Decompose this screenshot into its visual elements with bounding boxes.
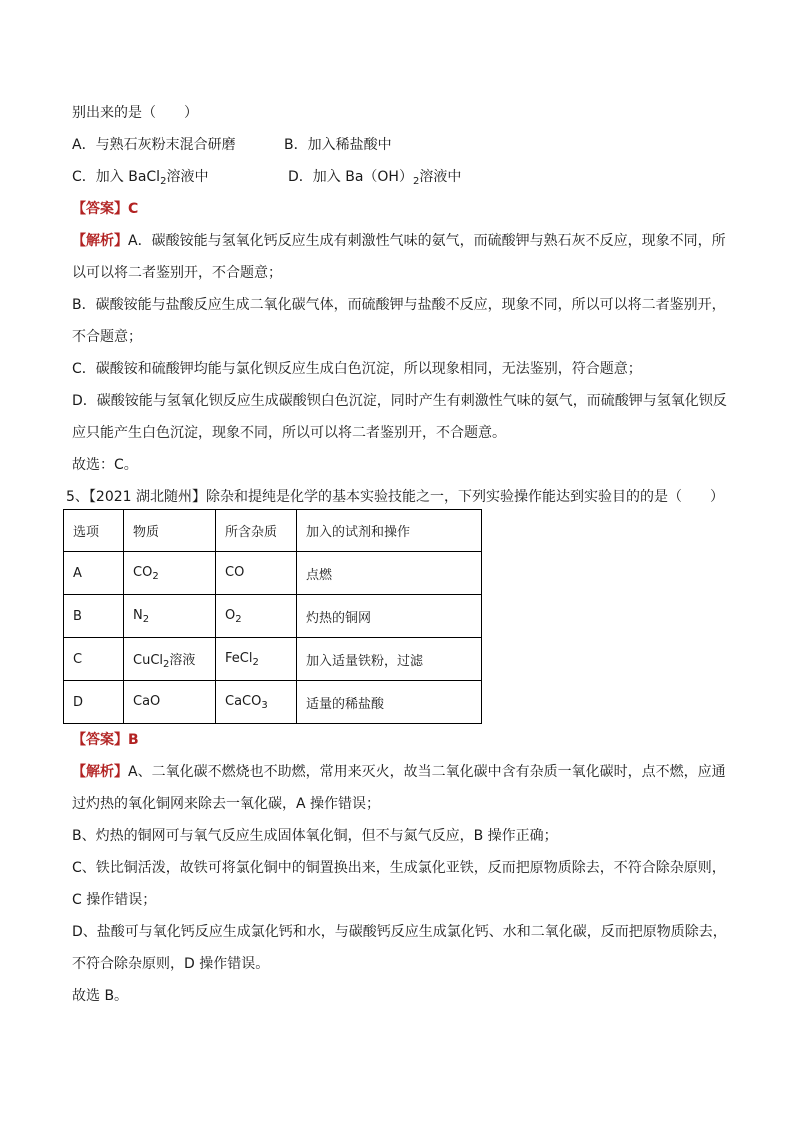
table-row bbox=[64, 552, 482, 595]
q4-option-c-suffix: 溶液中 bbox=[166, 169, 209, 185]
q5-stem bbox=[66, 489, 724, 505]
subscript: 2 bbox=[163, 658, 170, 670]
answer-tag: 【答案】 bbox=[72, 732, 128, 748]
q4-option-d-text: D．加入 Ba（OH） bbox=[288, 169, 413, 185]
analysis-text: A．碳酸铵能与氢氧化钙反应生成有刺激性气味的氨气，而硫酸钾与熟石灰不反应，现象不同，所 bbox=[128, 233, 726, 249]
q4-option-b: B．加入稀盐酸中 bbox=[284, 137, 392, 153]
q4-option-c bbox=[72, 169, 208, 190]
q4-analysis-line bbox=[72, 233, 726, 249]
q5-analysis-line: 过灼热的氧化铜网来除去一氧化碳，A 操作错误； bbox=[72, 796, 381, 812]
cell-option: A bbox=[64, 552, 124, 595]
q4-analysis-line: D．碳酸铵能与氢氧化钡反应生成碳酸钡白色沉淀，同时产生有刺激性气味的氨气，而硫酸钾与氢氧化钡反 bbox=[72, 393, 727, 409]
cell-option: C bbox=[64, 638, 124, 681]
formula: FeCl bbox=[225, 650, 253, 666]
cell-operation: 灼热的铜网 bbox=[297, 595, 482, 638]
cell-substance bbox=[124, 681, 216, 724]
cell-impurity bbox=[216, 595, 297, 638]
subscript: 2 bbox=[252, 656, 259, 668]
answer-tag: 【答案】 bbox=[72, 201, 128, 217]
subscript: 3 bbox=[261, 699, 268, 711]
table-header: 加入的试剂和操作 bbox=[297, 510, 482, 552]
formula: CaCO bbox=[225, 693, 262, 709]
formula: CaO bbox=[133, 693, 161, 709]
subscript: 2 bbox=[152, 570, 159, 582]
subscript: 2 bbox=[160, 176, 167, 187]
table-row bbox=[64, 595, 482, 638]
q4-stem-tail: 别出来的是（ ） bbox=[72, 105, 198, 121]
table-header-row bbox=[64, 510, 482, 552]
formula: CO bbox=[225, 564, 245, 580]
q5-analysis-line: C、铁比铜活泼，故铁可将氯化铜中的铜置换出来，生成氯化亚铁，反而把原物质除去，不符合除杂原则， bbox=[72, 860, 726, 876]
cell-substance bbox=[124, 595, 216, 638]
q5-conclusion: 故选 B。 bbox=[72, 988, 129, 1004]
question-number: 5、 bbox=[66, 489, 89, 505]
table-header: 所含杂质 bbox=[216, 510, 297, 552]
q5-analysis-line: C 操作错误； bbox=[72, 892, 157, 908]
options-table bbox=[63, 509, 482, 724]
question-text: 除杂和提纯是化学的基本实验技能之一，下列实验操作能达到实验目的的是（ ） bbox=[206, 489, 725, 505]
q4-option-d bbox=[288, 169, 461, 190]
q4-analysis-line: C．碳酸铵和硫酸钾均能与氯化钡反应生成白色沉淀，所以现象相同，无法鉴别，符合题意； bbox=[72, 361, 642, 377]
table-header: 物质 bbox=[124, 510, 216, 552]
cell-impurity bbox=[216, 681, 297, 724]
cell-option: B bbox=[64, 595, 124, 638]
cell-substance bbox=[124, 552, 216, 595]
analysis-tag: 【解析】 bbox=[72, 764, 128, 780]
answer-value: C bbox=[128, 201, 139, 217]
q5-answer bbox=[72, 732, 139, 748]
cell-impurity bbox=[216, 552, 297, 595]
cell-impurity bbox=[216, 638, 297, 681]
q5-analysis-line: D、盐酸可与氧化钙反应生成氯化钙和水，与碳酸钙反应生成氯化钙、水和二氧化碳，反而把原物质除去， bbox=[72, 924, 727, 940]
analysis-text: A、二氧化碳不燃烧也不助燃，常用来灭火，故当二氧化碳中含有杂质一氧化碳时，点不燃，应通 bbox=[128, 764, 726, 780]
table-header: 选项 bbox=[64, 510, 124, 552]
formula: N bbox=[133, 607, 143, 623]
q4-option-c-text: C．加入 BaCl bbox=[72, 169, 161, 185]
question-source: 【2021 湖北随州】 bbox=[88, 489, 207, 505]
q5-analysis-line: B、灼热的铜网可与氧气反应生成固体氧化铜，但不与氮气反应，B 操作正确； bbox=[72, 828, 558, 844]
cell-substance bbox=[124, 638, 216, 681]
q4-conclusion: 故选：C。 bbox=[72, 457, 138, 473]
formula: CO bbox=[133, 564, 153, 580]
q4-option-a: A．与熟石灰粉末混合研磨 bbox=[72, 137, 236, 153]
q4-analysis-line: 应只能产生白色沉淀，现象不同，所以可以将二者鉴别开，不合题意。 bbox=[72, 425, 506, 441]
formula: O bbox=[225, 607, 236, 623]
cell-operation: 加入适量铁粉，过滤 bbox=[297, 638, 482, 681]
cell-operation: 点燃 bbox=[297, 552, 482, 595]
subscript: 2 bbox=[235, 613, 242, 625]
table-row bbox=[64, 681, 482, 724]
table-row bbox=[64, 638, 482, 681]
answer-value: B bbox=[128, 732, 139, 748]
analysis-tag: 【解析】 bbox=[72, 233, 128, 249]
subscript: 2 bbox=[142, 613, 150, 625]
q4-analysis-line: 以可以将二者鉴别开，不合题意； bbox=[72, 265, 282, 281]
q5-analysis-line bbox=[72, 764, 726, 780]
q4-answer bbox=[72, 201, 138, 217]
cell-operation: 适量的稀盐酸 bbox=[297, 681, 482, 724]
formula: CuCl bbox=[133, 652, 164, 668]
q5-analysis-line: 不符合除杂原则，D 操作错误。 bbox=[72, 956, 270, 972]
cell-option: D bbox=[64, 681, 124, 724]
q4-option-d-suffix: 溶液中 bbox=[419, 169, 462, 185]
q4-analysis-line: B．碳酸铵能与盐酸反应生成二氧化碳气体，而硫酸钾与盐酸不反应，现象不同，所以可以将二者鉴别开， bbox=[72, 297, 726, 313]
q4-analysis-line: 不合题意； bbox=[72, 329, 142, 345]
subscript: 2 bbox=[412, 176, 420, 187]
formula-suffix: 溶液 bbox=[169, 652, 196, 668]
